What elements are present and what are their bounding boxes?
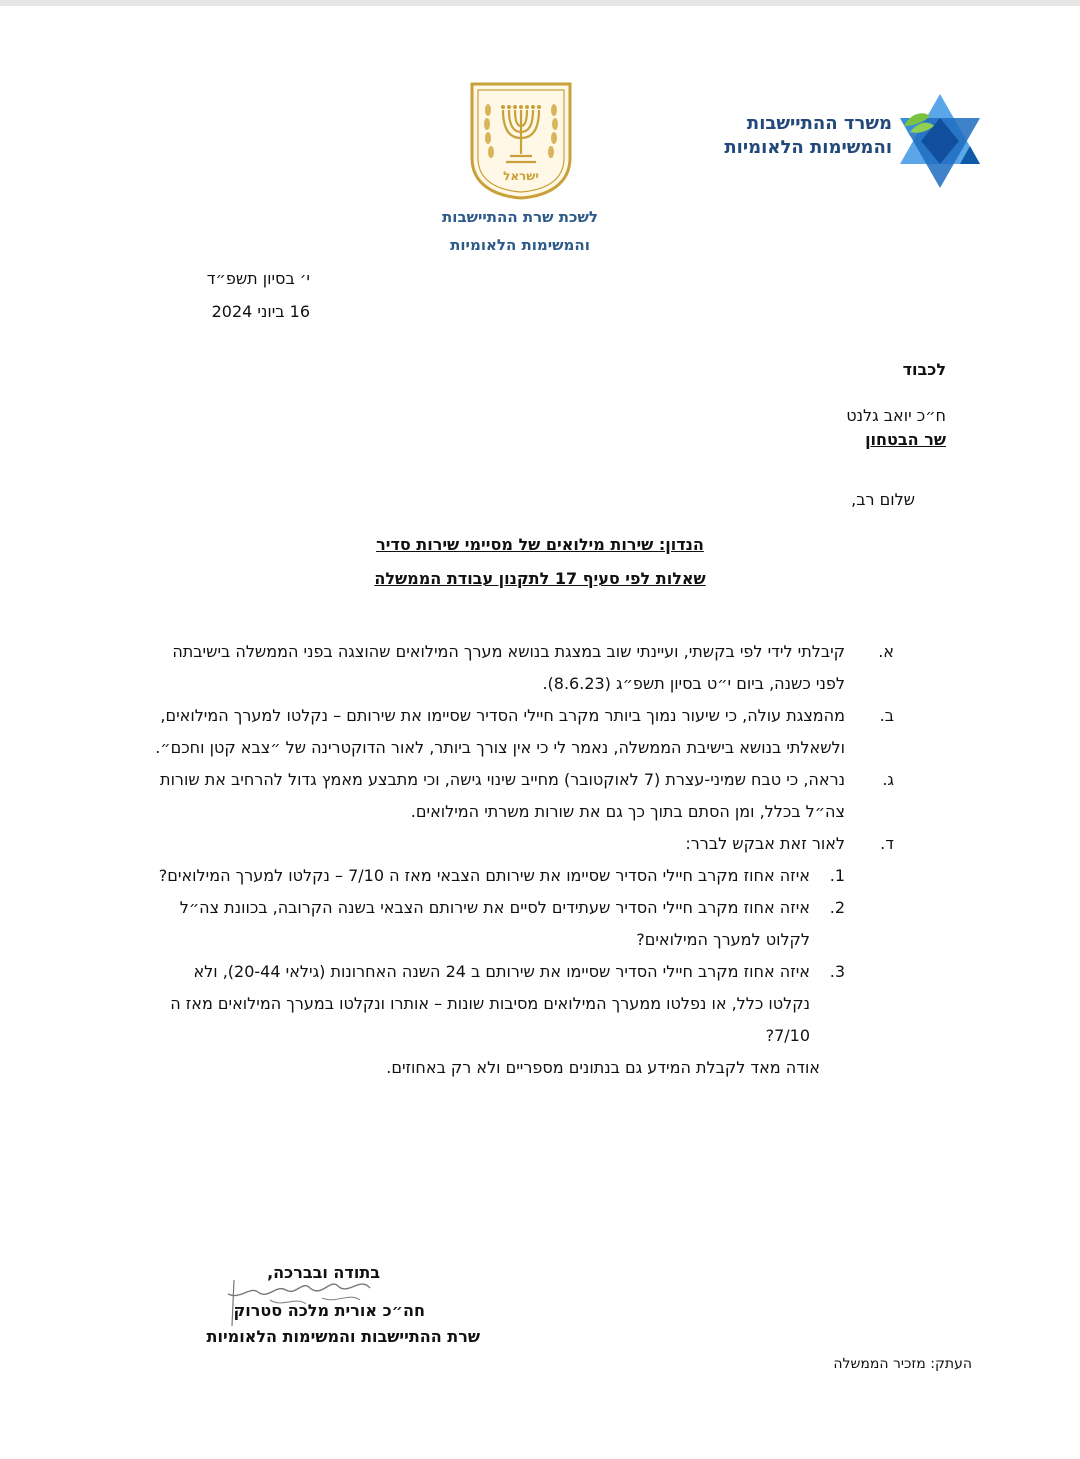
addressee-title-text: שר הבטחון [865, 430, 946, 449]
closing-line: אודה מאד לקבלת המידע גם בנתונים מספריים ולא רק באחוזים. [386, 1058, 820, 1077]
hebrew-date: י׳ בסיון תשפ״ד [206, 269, 310, 288]
letter-body [150, 636, 900, 1084]
question-text: איזה אחוז מקרב חיילי הסדיר שסיימו את שירותם הצבאי מאז ה 7/10 – נקלטו למערך המילואים? [158, 866, 810, 885]
list-item [150, 636, 900, 700]
list-item-text: מהמצגת עולה, כי שיעור נמוך ביותר מקרב חיילי הסדיר שסיימו את שירותם – נקלטו למערך המילואים, ולשאלתי בנושא בישיבת הממשלה, נאמר לי כי אין צורך ביותר, לאור הדוקטרינה של ״צבא קטן וחכם״. [155, 706, 845, 757]
list-item-text: נראה, כי טבח שמיני-עצרת (7 לאוקטובר) מחייב שינוי גישה, וכי מתבצע מאמץ גדול להרחיב את שורות צה״ל בכלל, ומן הסתם בתוך כך גם את שורות משרתי המילואים. [160, 770, 845, 821]
emblem-text: ישראל [503, 169, 539, 183]
question-text: איזה אחוז מקרב חיילי הסדיר שסיימו את שירותם ב 24 השנה האחרונות (גילאי 20-44), ולא נקלטו כלל, או נפלטו ממערך המילואים מסיבות שונות – אותרו ונקלטו במערך המילואים מאז ה 7/10? [170, 962, 810, 1045]
question-mark: 2. [829, 898, 845, 917]
list-item-mark: א. [878, 642, 894, 661]
office-line2: והמשימות הלאומיות [450, 236, 590, 254]
ministry-name-line2: והמשימות הלאומיות [724, 137, 892, 158]
ministry-name-line1: משרד ההתיישבות [746, 113, 892, 134]
subject-line2 [240, 562, 840, 596]
state-emblem-icon [468, 80, 574, 200]
signer-role: שרת ההתיישבות והמשימות הלאומיות [206, 1327, 480, 1346]
list-item-mark: ד. [880, 834, 894, 853]
list-item-mark: ג. [882, 770, 894, 789]
subject-block [240, 528, 840, 596]
question-item [150, 860, 900, 892]
list-item [150, 764, 900, 828]
signature-blessing: בתודה ובברכה, [267, 1263, 380, 1282]
list-item-text: לאור זאת אבקש לברר: [685, 834, 845, 853]
question-mark: 1. [829, 866, 845, 885]
copy-recipient: העתק: מזכיר הממשלה [833, 1356, 972, 1372]
office-line1: לשכת שרת ההתיישבות [442, 208, 598, 226]
letter-date [160, 262, 310, 328]
list-item [150, 828, 900, 860]
subject-label: הנדון: [658, 535, 704, 554]
question-text: איזה אחוז מקרב חיילי הסדיר שעתידים לסיים את שירותם הצבאי בשנה הקרובה, בכוונת צה״ל לקלוט למערך המילואים? [179, 898, 810, 949]
subject-line2-text: שאלות לפי סעיף 17 לתקנון עבודת הממשלה [374, 569, 706, 588]
subject-text: שירות מילואים של מסיימי שירות סדיר [376, 535, 659, 554]
question-item [150, 892, 900, 956]
addressee-title [646, 430, 946, 449]
list-item-text: קיבלתי לידי לפי בקשתי, ועיינתי שוב במצגת בנושא מערך המילואים שהוצגה בפני הממשלה בישיבתה לפני כשנה, ביום י״ט בסיון תשפ״ג (8.6.23). [172, 642, 845, 693]
question-item [150, 956, 900, 1052]
question-mark: 3. [829, 962, 845, 981]
greeting: שלום רב, [851, 490, 915, 509]
handwritten-signature-icon [210, 1270, 380, 1330]
minister-office-header [390, 203, 650, 259]
star-of-david-logo-icon [896, 92, 984, 190]
gregorian-date: 16 ביוני 2024 [211, 302, 310, 321]
addressee-name: ח״כ יואב גלנט [846, 406, 946, 425]
scan-top-edge [0, 0, 1080, 6]
list-item-mark: ב. [879, 706, 894, 725]
addressee-label: לכבוד [902, 360, 946, 379]
signer-name: חה״כ אורית מלכה סטרוק [233, 1301, 425, 1320]
ministry-name [632, 112, 892, 160]
subject-line1 [240, 528, 840, 562]
list-item [150, 700, 900, 764]
